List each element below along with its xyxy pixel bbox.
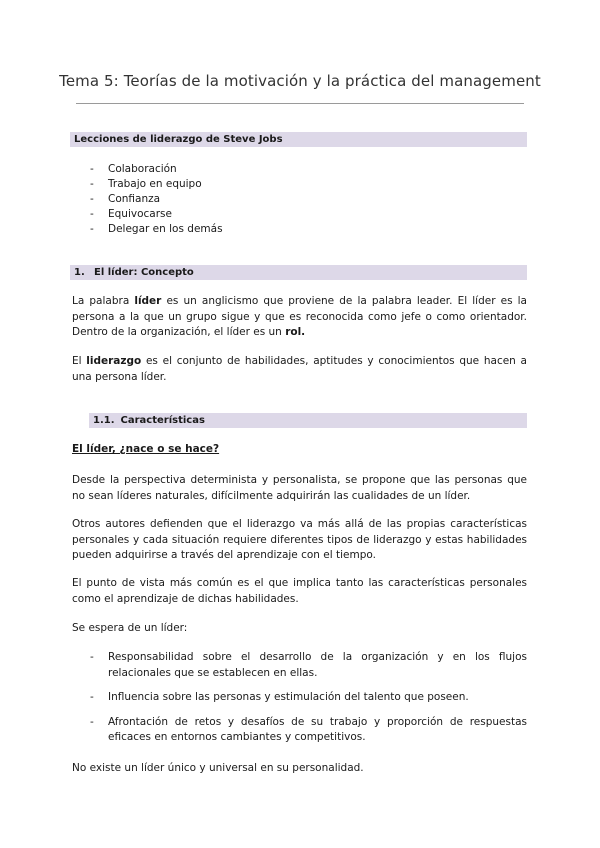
paragraph-determinist: Desde la perspectiva determinista y personalista, se propone que las personas que no sean líderes naturales, difícilmente adquirirán las cualidades de un líder. (72, 474, 527, 502)
section-1-1-heading (89, 413, 527, 428)
list-item: - Confianza (90, 193, 161, 205)
dash-bullet: - (90, 651, 94, 663)
dash-bullet: - (90, 193, 94, 205)
dash-bullet: - (90, 691, 94, 703)
paragraph-expectations-intro: Se espera de un líder: (72, 622, 188, 634)
section-number: 1.1. (93, 415, 115, 426)
dash-bullet: - (90, 163, 94, 175)
expectations-list (90, 650, 527, 755)
list-item: - Equivocarse (90, 208, 172, 220)
list-item: - Colaboración (90, 163, 177, 175)
paragraph-leadership-definition: El liderazgo es el conjunto de habilidades, aptitudes y conocimientos que hacen a una persona líder. (72, 355, 527, 383)
title-divider (76, 103, 524, 104)
steve-jobs-heading (70, 132, 527, 147)
section-title: El líder: Concepto (94, 267, 194, 278)
list-item: - Afrontación de retos y desafíos de su trabajo y proporción de respuestas eficaces en entornos cambiantes y competitivos. (90, 715, 527, 743)
dash-bullet: - (90, 208, 94, 220)
steve-jobs-list (90, 162, 527, 237)
steve-jobs-heading-text: Lecciones de liderazgo de Steve Jobs (74, 134, 283, 145)
section-title: Características (120, 415, 205, 426)
list-item: - Influencia sobre las personas y estimulación del talento que poseen. (90, 690, 527, 706)
dash-bullet: - (90, 178, 94, 190)
dash-bullet: - (90, 715, 94, 728)
list-item: - Responsabilidad sobre el desarrollo de la organización y en los flujos relacionales que se establecen en ellas. (90, 651, 527, 679)
page-title: Tema 5: Teorías de la motivación y la práctica del management (59, 72, 541, 90)
paragraph-other-authors: Otros autores defienden que el liderazgo va más allá de las propias características personales y cada situación requiere diferentes tipos de liderazgo y estas habilidades pueden adquirirse a través del aprendizaje con el tiempo. (72, 518, 527, 561)
paragraph-leader-definition: La palabra líder es un anglicismo que proviene de la palabra leader. El líder es la persona a la que un grupo sigue y que es reconocida como jefe o como orientador. Dentro de la organización, el líder es un rol. (72, 295, 527, 338)
question-heading: El líder, ¿nace o se hace? (72, 443, 220, 455)
paragraph-closing: No existe un líder único y universal en su personalidad. (72, 762, 364, 774)
paragraph-common-view: El punto de vista más común es el que implica tanto las características personales como el aprendizaje de dichas habilidades. (72, 577, 527, 605)
dash-bullet: - (90, 223, 94, 235)
section-number: 1. (74, 267, 85, 278)
list-item: - Delegar en los demás (90, 223, 223, 235)
section-1-heading (70, 265, 527, 280)
list-item: - Trabajo en equipo (90, 178, 202, 190)
